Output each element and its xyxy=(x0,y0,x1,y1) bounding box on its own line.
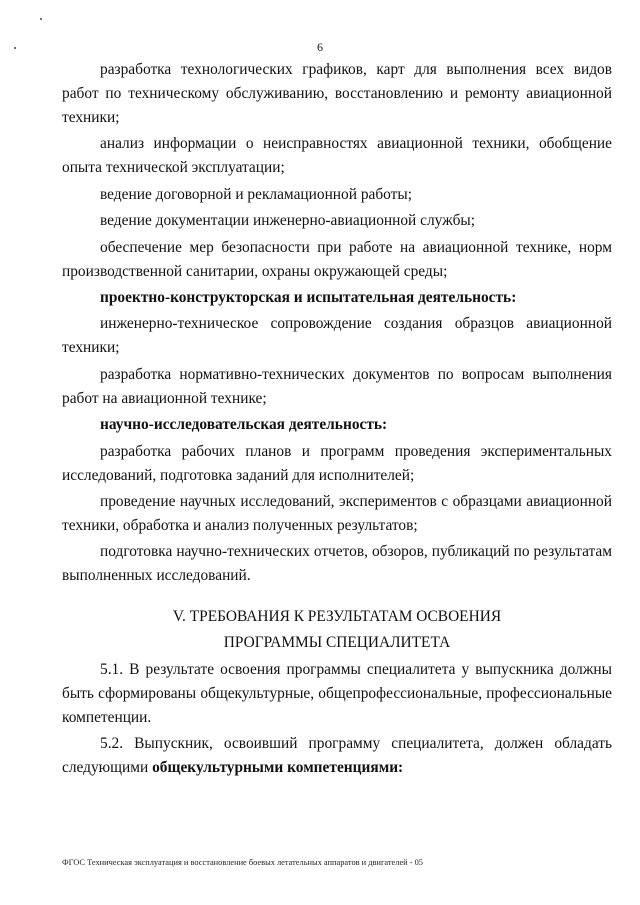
paragraph: проведение научных исследований, экспериментов с образцами авиационной техники, обработка и анализ полученных результатов; xyxy=(62,492,612,534)
paragraph: разработка рабочих планов и программ проведения экспериментальных исследований, подготовка заданий для исполнителей; xyxy=(62,442,612,484)
scan-artifact xyxy=(40,18,42,20)
competencies-term: общекультурными компетенциями: xyxy=(152,759,404,777)
requirement-paragraph: 5.1. В результате освоения программы специалитета у выпускника должны быть сформированы общекультурные, общепрофессиональные, профессиональные компетенции. xyxy=(62,661,612,726)
paragraph: инженерно-техническое сопровождение создания образцов авиационной техники; xyxy=(62,315,612,357)
body-text xyxy=(62,58,612,591)
requirement-paragraph xyxy=(62,732,612,782)
paragraph: ведение договорной и рекламационной работы; xyxy=(100,185,413,203)
section-title-line: V. ТРЕБОВАНИЯ К РЕЗУЛЬТАТАМ ОСВОЕНИЯ xyxy=(172,608,502,625)
page-number: 6 xyxy=(317,40,323,54)
page-footer: ФГОС Техническая эксплуатация и восстановление боевых летательных аппаратов и двигателей - 05 xyxy=(62,858,423,867)
requirements-text xyxy=(62,658,612,783)
activity-heading: проектно-конструкторская и испытательная деятельность: xyxy=(100,288,517,306)
paragraph: подготовка научно-технических отчетов, обзоров, публикаций по результатам выполненных исследований. xyxy=(62,543,612,585)
requirement-lead-text: 5.2. Выпускник, освоивший программу специалитета, должен обладать следующими xyxy=(62,735,612,777)
paragraph: разработка технологических графиков, карт для выполнения всех видов работ по техническому обслуживанию, восстановлению и ремонту авиационной техники; xyxy=(62,61,612,126)
paragraph: разработка нормативно-технических документов по вопросам выполнения работ на авиационной технике; xyxy=(62,365,612,407)
section-title-line: ПРОГРАММЫ СПЕЦИАЛИТЕТА xyxy=(223,634,451,651)
section-title xyxy=(62,604,612,656)
paragraph: ведение документации инженерно-авиационной службы; xyxy=(100,212,476,230)
paragraph: анализ информации о неисправностях авиационной техники, обобщение опыта технической эксплуатации; xyxy=(62,135,612,177)
paragraph: обеспечение мер безопасности при работе на авиационной технике, норм производственной санитарии, охраны окружающей среды; xyxy=(62,238,612,280)
activity-heading: научно-исследовательская деятельность: xyxy=(100,416,388,434)
